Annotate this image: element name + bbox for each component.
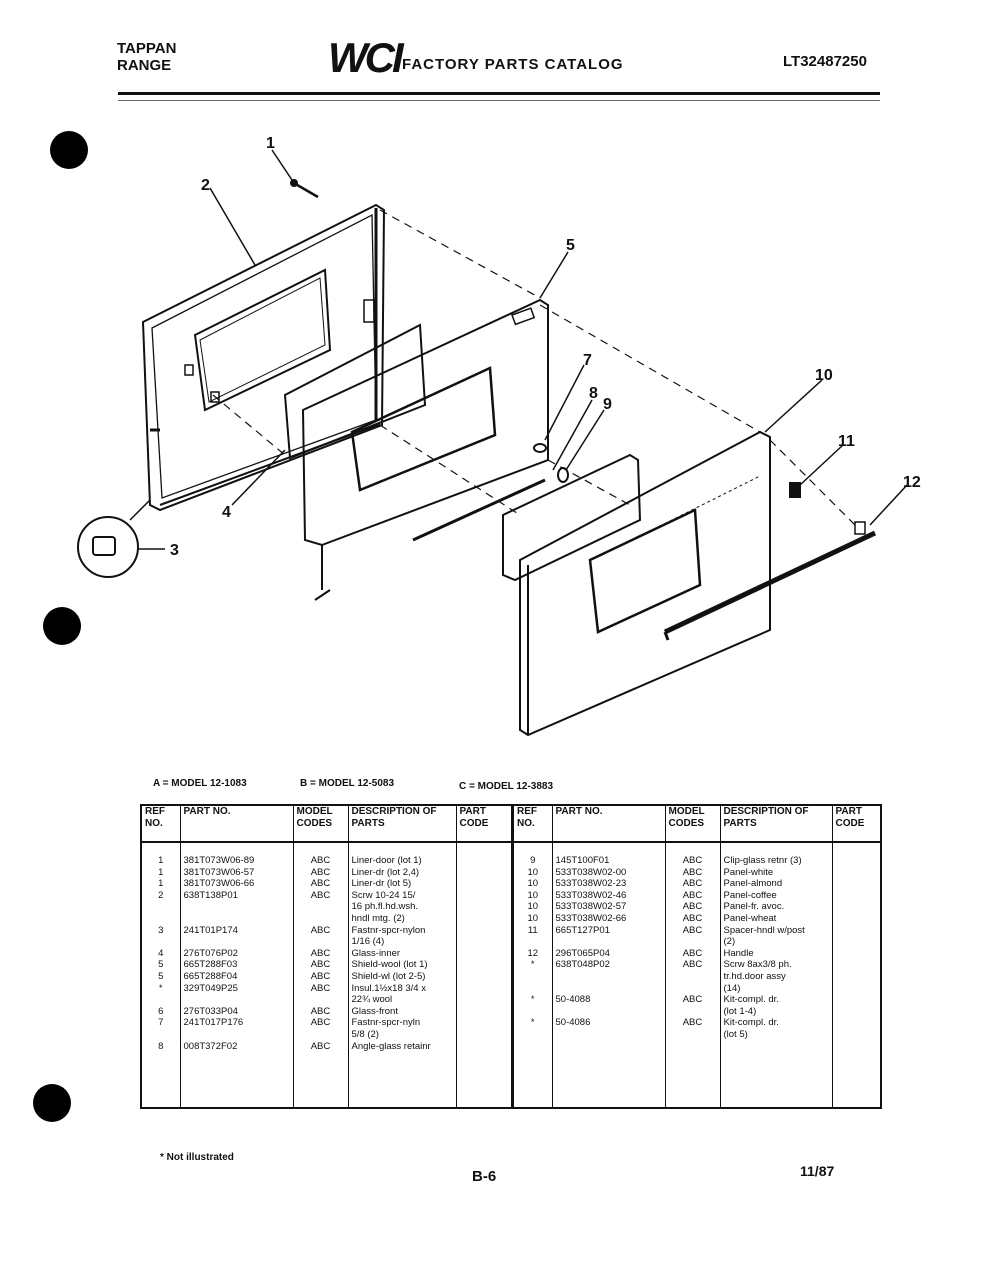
table-cell-model: ABC	[682, 924, 703, 936]
table-cell-ref: 1	[158, 855, 164, 866]
part-column-right	[552, 842, 665, 1107]
table-cell-model: ABC	[682, 947, 703, 959]
table-cell-ref: 7	[158, 1017, 164, 1029]
table-cell-model: ABC	[682, 1017, 703, 1029]
table-cell-desc: Panel-white	[723, 866, 774, 878]
table-cell-ref: 5	[158, 959, 164, 971]
callout-5: 5	[566, 237, 575, 254]
alignment-lines	[213, 210, 855, 525]
table-cell-ref: 10	[527, 878, 539, 890]
model-column	[293, 842, 348, 1107]
callout-2: 2	[201, 177, 210, 194]
model-legend-a: A = MODEL 12-1083	[153, 778, 247, 789]
parts-table-right	[514, 806, 880, 1107]
table-cell-desc: Handle	[723, 947, 754, 959]
table-right-half	[514, 806, 880, 1107]
col-header-desc-right: DESCRIPTION OF PARTS	[720, 806, 832, 842]
col-header-part: PART NO.	[180, 806, 293, 842]
table-cell-part: 145T100F01	[555, 855, 610, 866]
table-cell-desc: Scrw 8ax3/8 ph. tr.hd.door assy (14)	[723, 959, 792, 994]
table-cell-model: ABC	[310, 1005, 331, 1017]
code-column-right	[832, 842, 880, 1107]
table-cell-ref: 10	[527, 912, 539, 924]
table-cell-desc: Glass-inner	[351, 947, 401, 959]
table-cell-model: ABC	[310, 947, 331, 959]
glass-inner-part	[285, 325, 425, 458]
table-cell-model: ABC	[310, 959, 331, 971]
col-header-desc: DESCRIPTION OF PARTS	[348, 806, 456, 842]
table-cell-part: 276T076P02	[183, 947, 238, 959]
table-cell-ref: 4	[158, 947, 164, 959]
table-cell-model: ABC	[310, 889, 331, 901]
table-cell-ref: *	[158, 982, 163, 994]
table-cell-model: ABC	[310, 1040, 331, 1052]
table-cell-desc: Kit-compl. dr. (lot 5)	[723, 1017, 779, 1040]
table-cell-ref: 6	[158, 1005, 164, 1017]
table-cell-desc: Insul.1½x18 3/4 x 22¾ wool	[351, 982, 426, 1006]
ref-column	[142, 842, 180, 1107]
table-cell-part: 008T372F02	[183, 1040, 238, 1052]
exploded-door-diagram	[70, 125, 950, 750]
table-cell-ref: 9	[530, 855, 536, 866]
table-left-half	[142, 806, 511, 1107]
table-cell-ref: 12	[527, 947, 539, 959]
table-cell-part: 329T049P25	[183, 982, 238, 994]
part-column	[180, 842, 293, 1107]
table-cell-model: ABC	[682, 855, 703, 866]
table-cell-desc: Liner-dr (lot 5)	[351, 878, 412, 890]
header-rule-thin	[118, 100, 880, 101]
table-cell-desc: Scrw 10-24 15/ 16 ph.fl.hd.wsh. hndl mtg. (2)	[351, 889, 419, 924]
fastener-detail-circle	[78, 500, 165, 577]
col-header-part-right: PART NO.	[552, 806, 665, 842]
table-cell-model: ABC	[682, 912, 703, 924]
table-cell-part: 533T038W02-00	[555, 866, 627, 878]
not-illustrated-note: * Not illustrated	[160, 1152, 234, 1163]
table-cell-ref: 10	[527, 889, 539, 901]
table-cell-desc: Fastnr-spcr-nyln 5/8 (2)	[351, 1017, 421, 1040]
table-cell-model: ABC	[310, 924, 331, 936]
table-cell-model: ABC	[682, 959, 703, 971]
table-cell-desc: Fastnr-spcr-nylon 1/16 (4)	[351, 924, 426, 948]
wci-logo: WCI	[328, 34, 401, 81]
page-number: B-6	[472, 1168, 497, 1185]
table-cell-ref: *	[530, 994, 535, 1006]
table-cell-model: ABC	[682, 889, 703, 901]
table-cell-desc: Shield-wool (lot 1)	[351, 959, 428, 971]
spacer-part	[790, 483, 800, 497]
shield-part	[303, 300, 548, 600]
table-cell-part: 381T073W06-89	[183, 855, 255, 866]
table-cell-model: ABC	[682, 994, 703, 1006]
callout-10: 10	[815, 367, 833, 384]
table-cell-part: 241T01P174	[183, 924, 238, 936]
callout-7: 7	[583, 352, 592, 369]
table-cell-model: ABC	[682, 866, 703, 878]
ref-column-right	[514, 842, 552, 1107]
parts-table-frame	[140, 804, 882, 1109]
table-cell-ref: 11	[527, 924, 538, 936]
table-cell-part: 241T017P176	[183, 1017, 244, 1029]
table-cell-desc: Liner-door (lot 1)	[351, 855, 422, 866]
table-cell-desc: Spacer-hndl w/post (2)	[723, 924, 805, 948]
table-cell-desc: Panel-almond	[723, 878, 783, 890]
table-cell-model: ABC	[682, 878, 703, 890]
table-cell-model: ABC	[310, 982, 331, 994]
table-cell-ref: 1	[158, 878, 164, 890]
table-cell-part: 50-4086	[555, 1017, 591, 1029]
table-cell-ref: 3	[158, 924, 164, 936]
table-cell-part: 533T038W02-23	[555, 878, 627, 890]
col-header-model: MODEL CODES	[293, 806, 348, 842]
callout-leaders	[210, 150, 907, 525]
callout-9: 9	[603, 396, 612, 413]
table-cell-ref: 10	[527, 866, 539, 878]
col-header-code-right: PART CODE	[835, 806, 865, 829]
callout-4: 4	[222, 504, 231, 521]
table-cell-part: 533T038W02-66	[555, 912, 627, 924]
model-column-right	[665, 842, 720, 1107]
door-liner-part	[143, 205, 384, 510]
table-cell-desc: Clip-glass retnr (3)	[723, 855, 802, 866]
table-cell-desc: Panel-wheat	[723, 912, 777, 924]
catalog-title: FACTORY PARTS CATALOG	[402, 56, 624, 73]
table-cell-ref: 5	[158, 970, 164, 982]
brand-line-1: TAPPAN	[117, 40, 177, 57]
model-legend-c: C = MODEL 12-3883	[459, 781, 554, 792]
col-header-code: PART CODE	[459, 806, 489, 829]
table-cell-part: 638T048P02	[555, 959, 610, 971]
table-cell-model: ABC	[310, 866, 331, 878]
table-cell-part: 533T038W02-57	[555, 901, 627, 913]
revision-date: 11/87	[800, 1163, 835, 1179]
screw-part	[291, 180, 318, 197]
col-header-ref-right: REF NO.	[514, 806, 552, 842]
table-cell-desc: Glass-front	[351, 1005, 398, 1017]
table-cell-part: 665T127P01	[555, 924, 610, 936]
callout-1: 1	[266, 135, 275, 152]
parts-table-left	[142, 806, 511, 1107]
callout-8: 8	[589, 385, 598, 402]
table-cell-ref: *	[530, 959, 535, 971]
table-cell-ref: 1	[158, 866, 164, 878]
table-cell-desc: Panel-fr. avoc.	[723, 901, 785, 913]
table-cell-model: ABC	[310, 878, 331, 890]
table-cell-part: 638T138P01	[183, 889, 238, 901]
glass-front-part	[503, 455, 640, 580]
table-cell-part: 296T065P04	[555, 947, 610, 959]
table-cell-ref: 2	[158, 889, 164, 901]
table-cell-part: 276T033P04	[183, 1005, 238, 1017]
brand-block	[117, 40, 176, 74]
desc-column-right	[720, 842, 832, 1107]
table-cell-part: 381T073W06-66	[183, 878, 255, 890]
table-cell-ref: 10	[527, 901, 539, 913]
table-cell-model: ABC	[310, 970, 331, 982]
doc-number: LT32487250	[783, 53, 867, 70]
table-cell-ref: *	[530, 1017, 535, 1029]
callout-12: 12	[903, 474, 921, 491]
table-cell-part: 381T073W06-57	[183, 866, 255, 878]
table-cell-desc: Angle-glass retainr	[351, 1040, 431, 1052]
callout-11: 11	[838, 433, 855, 450]
binder-hole-bottom	[33, 1084, 71, 1122]
model-legend-b: B = MODEL 12-5083	[300, 778, 395, 789]
callout-3: 3	[170, 542, 179, 559]
table-cell-model: ABC	[310, 855, 331, 866]
table-cell-ref: 8	[158, 1040, 164, 1052]
desc-column	[348, 842, 456, 1107]
table-cell-desc: Shield-wl (lot 2-5)	[351, 970, 426, 982]
table-cell-part: 665T288F03	[183, 959, 238, 971]
header-rule	[118, 92, 880, 95]
code-column	[456, 842, 511, 1107]
brand-line-2: RANGE	[117, 57, 172, 74]
col-header-ref: REF NO.	[142, 806, 180, 842]
table-cell-desc: Liner-dr (lot 2,4)	[351, 866, 420, 878]
table-cell-part: 50-4088	[555, 994, 591, 1006]
table-cell-desc: Panel-coffee	[723, 889, 777, 901]
table-cell-part: 665T288F04	[183, 970, 238, 982]
table-cell-model: ABC	[682, 901, 703, 913]
col-header-model-right: MODEL CODES	[665, 806, 720, 842]
table-cell-model: ABC	[310, 1017, 331, 1029]
table-cell-desc: Kit-compl. dr. (lot 1-4)	[723, 994, 779, 1017]
table-cell-part: 533T038W02-46	[555, 889, 627, 901]
